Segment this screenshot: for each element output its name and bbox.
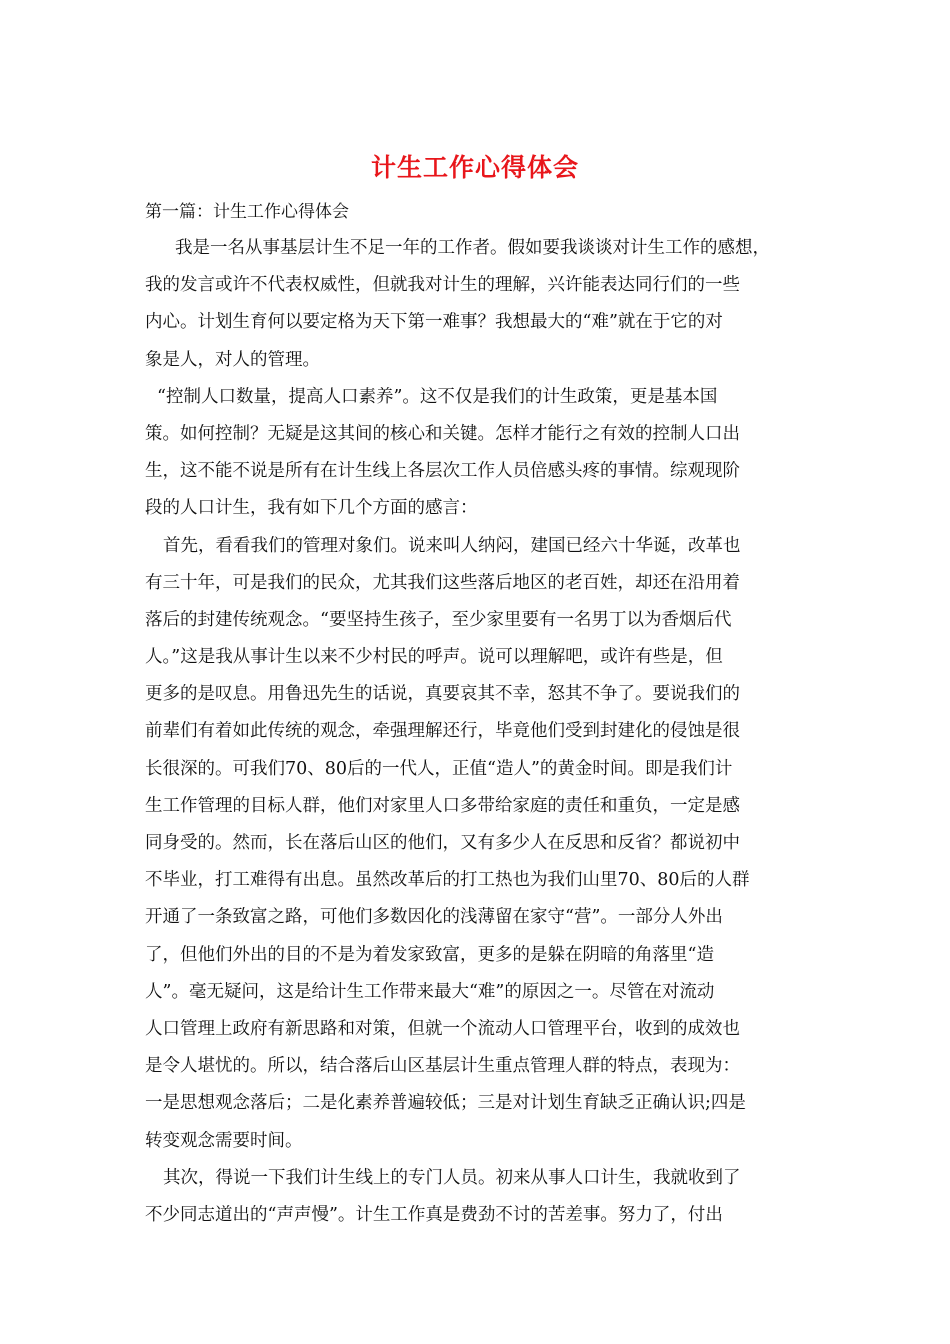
- body-line: 更多的是叹息。用鲁迅先生的话说，真要哀其不幸，怒其不争了。要说我们的: [145, 684, 740, 705]
- body-line: 人”。毫无疑问，这是给计生工作带来最大“难”的原因之一。尽管在对流动: [145, 981, 715, 1002]
- body-line: 人口管理上政府有新思路和对策，但就一个流动人口管理平台，收到的成效也: [145, 1018, 740, 1039]
- body-line: 其次，得说一下我们计生线上的专门人员。初来从事人口计生，我就收到了: [163, 1167, 741, 1188]
- body-line: 不毕业，打工难得有出息。虽然改革后的打工热也为我们山里70、80后的人群: [145, 870, 750, 891]
- body-line: “控制人口数量，提高人口素养”。这不仅是我们的计生政策，更是基本国: [157, 386, 718, 407]
- body-line: 首先，看看我们的管理对象们。说来叫人纳闷，建国已经六十华诞，改革也: [163, 535, 741, 556]
- body-line: 策。如何控制？无疑是这其间的核心和关键。怎样才能行之有效的控制人口出: [145, 423, 740, 444]
- body-line: 转变观念需要时间。: [145, 1130, 303, 1151]
- body-line: 同身受的。然而，长在落后山区的他们，又有多少人在反思和反省？都说初中: [145, 833, 740, 853]
- body-line: 生，这不能不说是所有在计生线上各层次工作人员倍感头疼的事情。综观现阶: [145, 461, 740, 482]
- body-line: 我是一名从事基层计生不足一年的工作者。假如要我谈谈对计生工作的感想，: [175, 238, 770, 258]
- body-line: 不少同志道出的“声声慢”。计生工作真是费劲不讨的苦差事。努力了，付出: [145, 1204, 723, 1225]
- body-text: [145, 230, 825, 1234]
- body-line: 开通了一条致富之路，可他们多数因化的浅薄留在家守“营”。一部分人外出: [145, 907, 723, 928]
- document-title: 计生工作心得体会: [370, 153, 579, 182]
- body-line: 段的人口计生，我有如下几个方面的感言：: [145, 498, 478, 519]
- body-line: 是令人堪忧的。所以，结合落后山区基层计生重点管理人群的特点，表现为：: [145, 1056, 740, 1077]
- body-line: 落后的封建传统观念。“要坚持生孩子，至少家里要有一名男丁以为香烟后代: [145, 609, 732, 630]
- body-line: 人。”这是我从事计生以来不少村民的呼声。说可以理解吧，或许有些是，但: [145, 647, 723, 668]
- body-line: 前辈们有着如此传统的观念，牵强理解还行，毕竟他们受到封建化的侵蚀是很: [145, 721, 740, 742]
- body-line: 内心。计划生育何以要定格为天下第一难事？我想最大的“难”就在于它的对: [145, 312, 723, 333]
- body-line: 生工作管理的目标人群，他们对家里人口多带给家庭的责任和重负，一定是感: [145, 795, 740, 816]
- body-line: 有三十年，可是我们的民众，尤其我们这些落后地区的老百姓，却还在沿用着: [145, 572, 740, 593]
- body-line: 我的发言或许不代表权威性，但就我对计生的理解，兴许能表达同行们的一些: [145, 275, 740, 296]
- body-line: 了，但他们外出的目的不是为着发家致富，更多的是躲在阴暗的角落里“造: [145, 944, 714, 965]
- body-line: 长很深的。可我们70、80后的一代人，正值“造人”的黄金时间。即是我们计: [145, 758, 733, 779]
- body-line: 象是人，对人的管理。: [145, 349, 320, 370]
- section-heading: 第一篇：计生工作心得体会: [145, 202, 349, 222]
- body-line: 一是思想观念落后；二是化素养普遍较低；三是对计划生育缺乏正确认识;四是: [145, 1093, 746, 1114]
